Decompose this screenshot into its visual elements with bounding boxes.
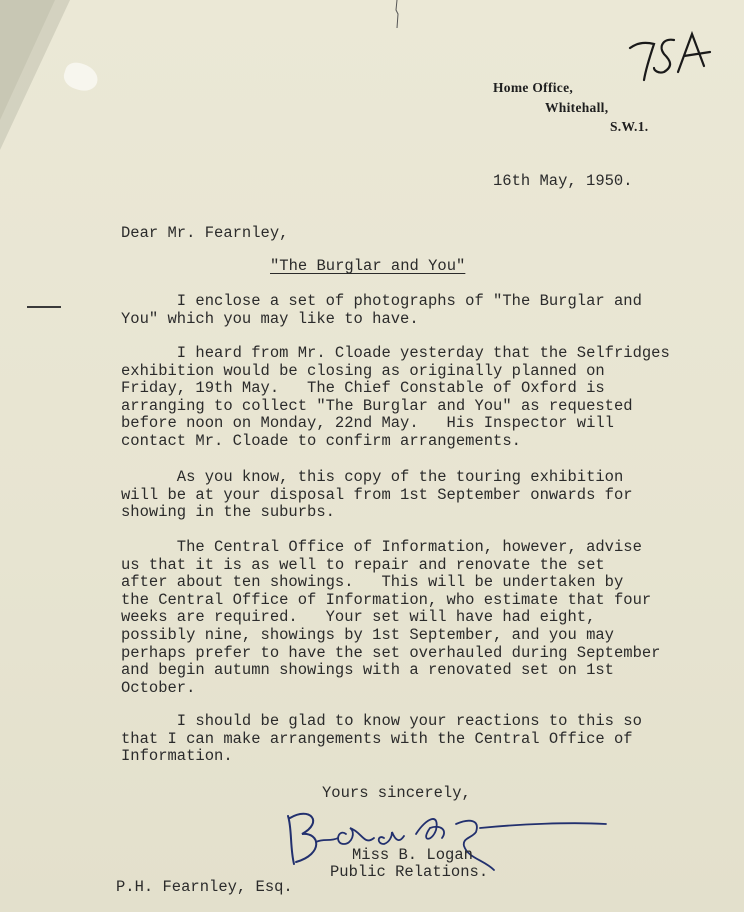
file-reference-handwritten (624, 26, 720, 88)
folded-corner (0, 0, 70, 150)
paragraph-2: I heard from Mr. Cloade yesterday that the Selfridges exhibition would be closing as originally planned on Friday, 19th May. The Chief Constable of Oxford is arranging to collect "The Burglar and You" as requested before noon on Monday, 22nd May. His Inspector will contact Mr. Cloade to confirm arrangements. (121, 344, 670, 450)
salutation: Dear Mr. Fearnley, (121, 224, 289, 242)
pencil-mark (393, 0, 401, 28)
address-line-3: S.W.1. (610, 119, 649, 134)
subject-line: "The Burglar and You" (270, 257, 466, 275)
paragraph-1: I enclose a set of photographs of "The Burglar and You" which you may like to have. (121, 292, 642, 328)
address-line-2: Whitehall, (545, 100, 609, 115)
signatory-title: Public Relations. (330, 863, 489, 881)
paragraph-3: As you know, this copy of the touring exhibition will be at your disposal from 1st September onwards for showing in the suburbs. (121, 468, 633, 522)
recipient-name: P.H. Fearnley, Esq. (116, 878, 293, 896)
address-line-1: Home Office, (493, 80, 574, 95)
closing: Yours sincerely, (322, 784, 471, 802)
paragraph-4: The Central Office of Information, however, advise us that it is as well to repair and renovate the set after about ten showings. This will be undertaken by the Central Office of Information, who estimate that four weeks are required. Your set will have had eight, possibly nine, showings by 1st September, and you may perhaps prefer to have the set overhauled during September and begin autumn showings with a renovated set on 1st October. (121, 538, 661, 697)
letter-date: 16th May, 1950. (493, 172, 633, 190)
signatory-name: Miss B. Logan (352, 846, 473, 864)
margin-dash (27, 306, 61, 308)
file-reference-glyphs (624, 26, 720, 88)
paragraph-5: I should be glad to know your reactions to this so that I can make arrangements with the Central Office of Information. (121, 712, 642, 766)
file-reference-text (624, 26, 626, 27)
